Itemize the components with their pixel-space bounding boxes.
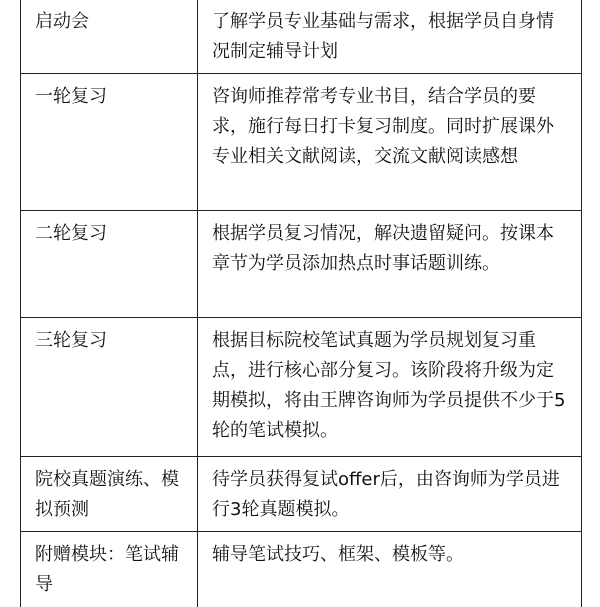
- stage-cell: 启动会: [21, 0, 198, 74]
- stage-cell: 院校真题演练、模拟预测: [21, 457, 198, 532]
- description-cell: 根据学员复习情况，解决遗留疑问。按课本章节为学员添加热点时事话题训练。: [198, 211, 582, 318]
- description-cell: 了解学员专业基础与需求，根据学员自身情况制定辅导计划: [198, 0, 582, 74]
- description-cell: 待学员获得复试offer后，由咨询师为学员进行3轮真题模拟。: [198, 457, 582, 532]
- stage-cell: 一轮复习: [21, 74, 198, 211]
- stage-cell: 二轮复习: [21, 211, 198, 318]
- table-row: [21, 0, 582, 74]
- table-row: [21, 74, 582, 211]
- description-cell: 辅导笔试技巧、框架、模板等。: [198, 532, 582, 607]
- tutoring-plan-table: [20, 0, 582, 607]
- stage-cell: 附赠模块：笔试辅导: [21, 532, 198, 607]
- stage-cell: 三轮复习: [21, 318, 198, 457]
- table-row: [21, 211, 582, 318]
- table-row: [21, 318, 582, 457]
- table-row: [21, 457, 582, 532]
- description-cell: 根据目标院校笔试真题为学员规划复习重点，进行核心部分复习。该阶段将升级为定期模拟，将由王牌咨询师为学员提供不少于5轮的笔试模拟。: [198, 318, 582, 457]
- description-cell: 咨询师推荐常考专业书目，结合学员的要求，施行每日打卡复习制度。同时扩展课外专业相关文献阅读，交流文献阅读感想: [198, 74, 582, 211]
- table-row: [21, 532, 582, 607]
